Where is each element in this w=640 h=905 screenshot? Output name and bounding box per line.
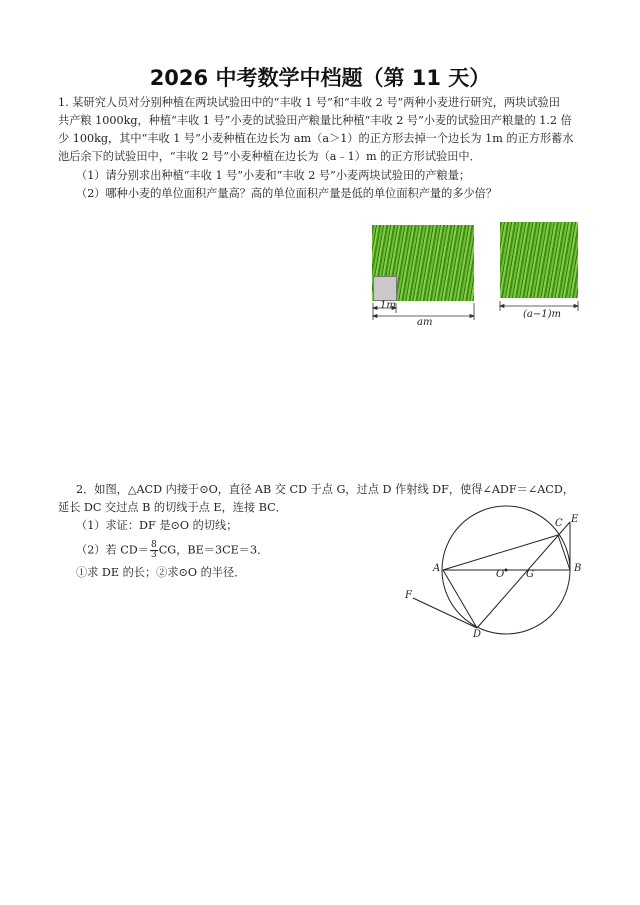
q1-line-1: 1. 某研究人员对分别种植在两块试验田中的“丰收 1 号”和“丰收 2 号”两种小麦进行研究，两块试验田 <box>58 96 560 109</box>
page-title: 2026 中考数学中档题（第 11 天） <box>149 66 491 90</box>
fraction-denominator: 3 <box>150 550 157 560</box>
q1-subquestion-1: （1）请分别求出种植“丰收 1 号”小麦和“丰收 2 号”小麦两块试验田的产粮量； <box>76 169 471 182</box>
fraction-numerator: 8 <box>150 540 157 550</box>
fraction <box>150 541 158 560</box>
dimension-label-a-minus-1: (a−1)m <box>523 309 561 320</box>
segment-bc <box>558 535 570 570</box>
point-label-c: C <box>555 518 563 529</box>
segment-ad <box>443 570 477 628</box>
point-label-f: F <box>405 590 412 601</box>
ray-df <box>413 598 477 628</box>
point-label-b: B <box>574 563 582 574</box>
q1-line-3: 少 100kg，其中“丰收 1 号”小麦种植在边长为 am（a＞1）的正方形去掉一个边长为 1m 的正方形蓄水 <box>58 132 574 145</box>
segment-ac <box>443 535 558 570</box>
q2-subquestion-2b: ①求 DE 的长；②求⊙O 的半径． <box>76 566 246 579</box>
point-label-a: A <box>433 563 441 574</box>
q1-line-4: 池后余下的试验田中，“丰收 2 号”小麦种植在边长为（a﹣1）m 的正方形试验田中． <box>58 150 481 163</box>
q1-dimension-lines <box>360 295 600 335</box>
q2-sub2-suffix: CG，BE＝3CE＝3． <box>158 543 269 557</box>
wheat-field-small-image <box>500 222 578 298</box>
q2-line-2: 延长 DC 交过点 B 的切线于点 E，连接 BC． <box>58 501 287 514</box>
q2-sub2-prefix: （2）若 CD＝ <box>76 543 149 557</box>
q2-subquestion-2 <box>76 541 268 560</box>
point-label-g: G <box>526 569 534 580</box>
point-label-d: D <box>473 629 482 640</box>
dimension-label-1m: 1m <box>380 300 396 311</box>
q2-line-1: 2．如图，△ACD 内接于⊙O，直径 AB 交 CD 于点 G，过点 D 作射线 DF，使得∠ADF＝∠ACD， <box>76 483 575 496</box>
center-point-o <box>505 569 508 572</box>
point-label-o: O <box>496 569 505 580</box>
q1-line-2: 共产粮 1000kg，种植“丰收 1 号”小麦的试验田产粮量比种植“丰收 2 号”小麦的试验田产粮量的 1.2 倍 <box>58 114 572 127</box>
point-label-e: E <box>571 514 579 525</box>
dimension-label-am: am <box>417 317 433 328</box>
q2-subquestion-1: （1）求证：DF 是⊙O 的切线； <box>76 519 238 532</box>
q1-subquestion-2: （2）哪种小麦的单位面积产量高？高的单位面积产量是低的单位面积产量的多少倍？ <box>76 187 498 200</box>
line-de <box>477 522 570 628</box>
circle-geometry-figure <box>395 505 595 645</box>
